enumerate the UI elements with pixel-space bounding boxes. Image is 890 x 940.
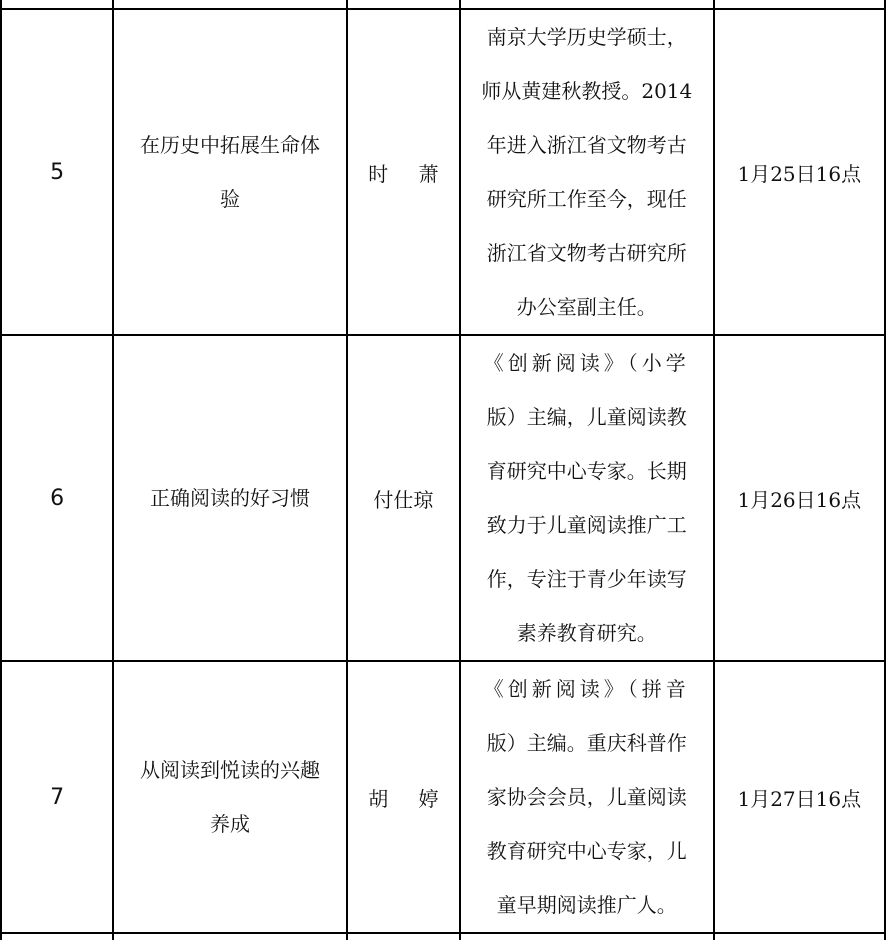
speaker-name: 胡 婷 xyxy=(347,661,460,933)
bio-line: 南京大学历史学硕士， xyxy=(486,25,687,49)
row-number: 5 xyxy=(1,9,113,335)
lecture-topic xyxy=(113,335,347,661)
speaker-bio xyxy=(460,661,714,933)
topic-line: 从阅读到悦读的兴趣 xyxy=(140,758,320,782)
topic-line: 养成 xyxy=(210,812,250,836)
bio-line: 年进入浙江省文物考古 xyxy=(486,133,687,157)
bio-line: 浙江省文物考古研究所 xyxy=(486,241,687,265)
speaker-bio xyxy=(460,9,714,335)
speaker-name: 付仕琼 xyxy=(347,335,460,661)
topic-line: 正确阅读的好习惯 xyxy=(150,486,310,510)
bio-line: 教育研究中心专家，儿 xyxy=(486,839,687,863)
lecture-time: 1月27日16点 xyxy=(714,661,885,933)
bio-line: 研究所工作至今，现任 xyxy=(486,187,687,211)
speaker-bio xyxy=(460,335,714,661)
bio-line: 《创新阅读》（小学 xyxy=(483,351,690,375)
table-row xyxy=(1,661,885,933)
table-row xyxy=(1,9,885,335)
table-row-next-stub xyxy=(1,933,885,940)
row-number: 7 xyxy=(1,661,113,933)
bio-line: 育研究中心专家。长期 xyxy=(486,459,687,483)
topic-line: 验 xyxy=(220,187,240,211)
bio-line: 素养教育研究。 xyxy=(516,621,657,645)
bio-line: 《创新阅读》（拼音 xyxy=(483,677,690,701)
bio-line: 办公室副主任。 xyxy=(516,295,657,319)
table-row-previous-stub xyxy=(1,0,885,9)
bio-line: 家协会会员，儿童阅读 xyxy=(486,785,687,809)
table-row xyxy=(1,335,885,661)
bio-line: 版）主编，儿童阅读教 xyxy=(486,405,687,429)
topic-line: 在历史中拓展生命体 xyxy=(140,133,320,157)
speaker-name: 时 萧 xyxy=(347,9,460,335)
bio-line: 版）主编。重庆科普作 xyxy=(486,731,687,755)
bio-line: 童早期阅读推广人。 xyxy=(496,893,677,917)
lecture-time: 1月26日16点 xyxy=(714,335,885,661)
lecture-topic xyxy=(113,9,347,335)
row-number: 6 xyxy=(1,335,113,661)
bio-line: 作，专注于青少年读写 xyxy=(486,567,687,591)
bio-line: 致力于儿童阅读推广工 xyxy=(486,513,687,537)
bio-line: 师从黄建秋教授。2014 xyxy=(481,79,693,103)
lecture-topic xyxy=(113,661,347,933)
lecture-time: 1月25日16点 xyxy=(714,9,885,335)
